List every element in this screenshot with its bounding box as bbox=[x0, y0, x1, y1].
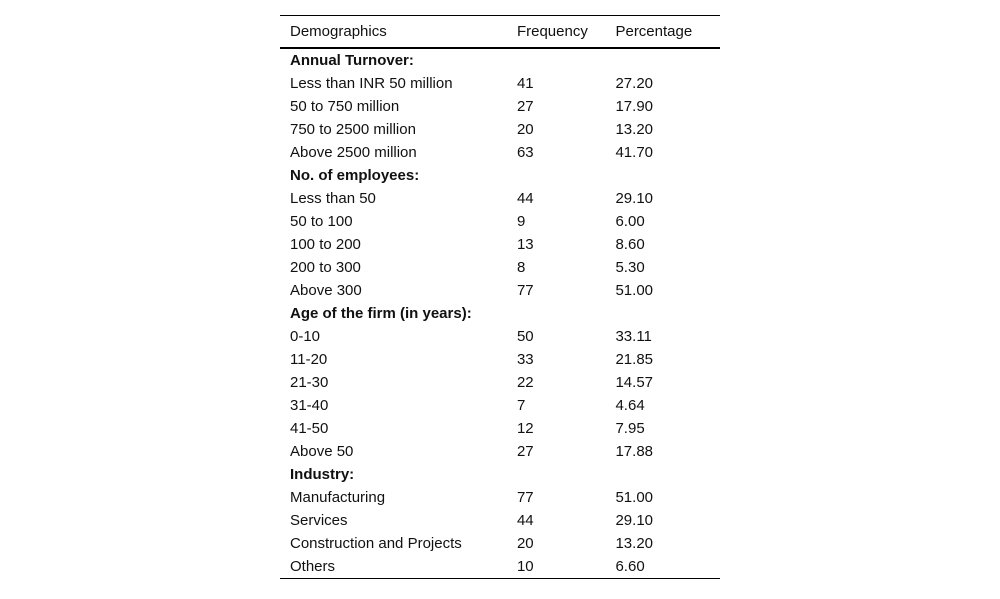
table-row bbox=[280, 72, 720, 95]
cell-frequency: 27 bbox=[516, 98, 534, 115]
cell-category: Less than INR 50 million bbox=[290, 75, 453, 92]
cell-category: 31-40 bbox=[290, 397, 329, 414]
table-row bbox=[280, 141, 720, 164]
table-row bbox=[280, 118, 720, 141]
section-title: No. of employees: bbox=[290, 167, 420, 184]
cell-category: 21-30 bbox=[290, 374, 329, 391]
cell-frequency: 44 bbox=[516, 190, 534, 207]
cell-percentage: 29.10 bbox=[615, 190, 654, 207]
cell-percentage: 7.95 bbox=[615, 420, 645, 437]
cell-frequency: 77 bbox=[516, 282, 534, 299]
table-row bbox=[280, 509, 720, 532]
cell-frequency: 20 bbox=[516, 121, 534, 138]
section-header-row bbox=[280, 463, 720, 486]
table-row bbox=[280, 532, 720, 555]
cell-frequency: 63 bbox=[516, 144, 534, 161]
cell-frequency: 33 bbox=[516, 351, 534, 368]
table-header bbox=[280, 16, 720, 49]
cell-percentage: 41.70 bbox=[615, 144, 654, 161]
cell-percentage: 6.60 bbox=[615, 558, 645, 575]
table-row bbox=[280, 256, 720, 279]
cell-frequency: 8 bbox=[516, 259, 526, 276]
cell-category: Above 50 bbox=[290, 443, 354, 460]
cell-frequency: 50 bbox=[516, 328, 534, 345]
cell-frequency: 10 bbox=[516, 558, 534, 575]
cell-frequency: 27 bbox=[516, 443, 534, 460]
cell-category: 11-20 bbox=[290, 351, 328, 368]
cell-category: Others bbox=[290, 558, 336, 575]
table-row bbox=[280, 486, 720, 509]
table-row bbox=[280, 279, 720, 302]
cell-percentage: 27.20 bbox=[615, 75, 654, 92]
cell-category: 50 to 100 bbox=[290, 213, 353, 230]
cell-category: Services bbox=[290, 512, 348, 529]
cell-category: 750 to 2500 million bbox=[290, 121, 416, 138]
cell-frequency: 22 bbox=[516, 374, 534, 391]
table-row bbox=[280, 348, 720, 371]
table-row bbox=[280, 95, 720, 118]
cell-percentage: 13.20 bbox=[615, 535, 654, 552]
table-row bbox=[280, 210, 720, 233]
cell-category: Manufacturing bbox=[290, 489, 386, 506]
cell-percentage: 13.20 bbox=[615, 121, 654, 138]
table-row bbox=[280, 187, 720, 210]
cell-percentage: 4.64 bbox=[615, 397, 645, 414]
cell-frequency: 7 bbox=[516, 397, 526, 414]
table-row bbox=[280, 440, 720, 463]
section-title: Annual Turnover: bbox=[290, 52, 414, 69]
table-row bbox=[280, 325, 720, 348]
cell-category: Above 2500 million bbox=[290, 144, 417, 161]
cell-percentage: 51.00 bbox=[615, 282, 654, 299]
section-title: Age of the firm (in years): bbox=[290, 305, 472, 322]
header-row bbox=[280, 16, 720, 49]
cell-category: 41-50 bbox=[290, 420, 329, 437]
section-header-row bbox=[280, 164, 720, 187]
section-header-row bbox=[280, 302, 720, 325]
table-body bbox=[280, 48, 720, 579]
table-row bbox=[280, 233, 720, 256]
cell-percentage: 17.88 bbox=[615, 443, 654, 460]
demographics-table bbox=[280, 15, 720, 579]
cell-category: 200 to 300 bbox=[290, 259, 361, 276]
cell-percentage: 51.00 bbox=[615, 489, 654, 506]
section-header-row bbox=[280, 48, 720, 72]
section-title: Industry: bbox=[290, 466, 355, 483]
cell-frequency: 77 bbox=[516, 489, 534, 506]
cell-category: Above 300 bbox=[290, 282, 362, 299]
cell-percentage: 14.57 bbox=[615, 374, 654, 391]
cell-category: 0-10 bbox=[290, 328, 321, 345]
cell-frequency: 44 bbox=[516, 512, 534, 529]
table-row bbox=[280, 417, 720, 440]
cell-percentage: 8.60 bbox=[615, 236, 645, 253]
cell-frequency: 20 bbox=[516, 535, 534, 552]
cell-category: 100 to 200 bbox=[290, 236, 361, 253]
header-demographics: Demographics bbox=[290, 23, 387, 40]
cell-percentage: 29.10 bbox=[615, 512, 654, 529]
cell-percentage: 6.00 bbox=[615, 213, 645, 230]
cell-category: Less than 50 bbox=[290, 190, 376, 207]
cell-frequency: 12 bbox=[516, 420, 534, 437]
cell-percentage: 5.30 bbox=[615, 259, 645, 276]
table-row bbox=[280, 555, 720, 579]
table-row bbox=[280, 371, 720, 394]
cell-category: Construction and Projects bbox=[290, 535, 462, 552]
cell-percentage: 17.90 bbox=[615, 98, 654, 115]
cell-percentage: 21.85 bbox=[615, 351, 654, 368]
cell-category: 50 to 750 million bbox=[290, 98, 400, 115]
cell-percentage: 33.11 bbox=[615, 328, 652, 345]
cell-frequency: 13 bbox=[516, 236, 534, 253]
table-row bbox=[280, 394, 720, 417]
demographics-table-container bbox=[280, 15, 720, 579]
cell-frequency: 9 bbox=[516, 213, 526, 230]
cell-frequency: 41 bbox=[516, 75, 534, 92]
header-frequency: Frequency bbox=[516, 23, 588, 40]
header-percentage: Percentage bbox=[615, 23, 693, 40]
